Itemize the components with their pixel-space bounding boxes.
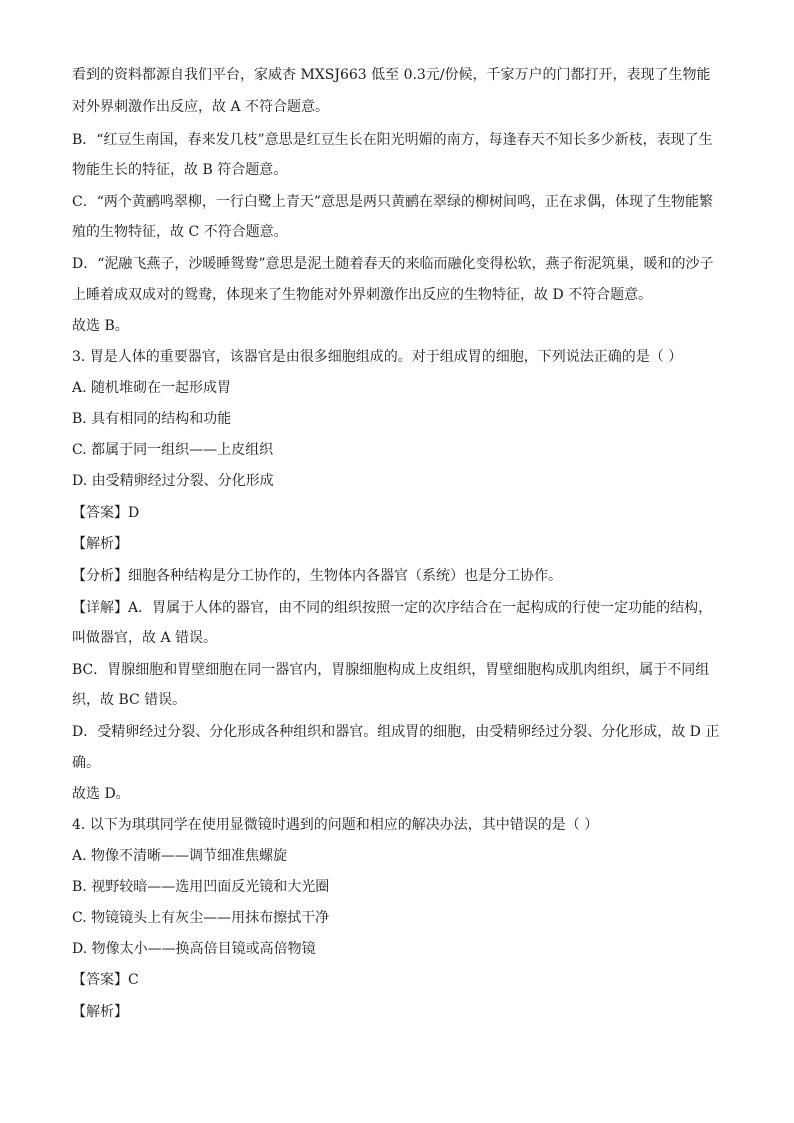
- answer-label: 【答案】C: [72, 972, 139, 988]
- text-line: B．“红豆生南国，春来发几枝”意思是红豆生长在阳光明媚的南方，每逢春天不知长多少新枝，表现了生: [72, 132, 713, 148]
- question-4-stem: 4. 以下为琪琪同学在使用显微镜时遇到的问题和相应的解决办法，其中错误的是（ ）: [72, 817, 599, 833]
- text-line: 【详解】A．胃属于人体的器官，由不同的组织按照一定的次序结合在一起构成的行使一定功能的结构，: [72, 600, 713, 616]
- option-d: D. 由受精卵经过分裂、分化形成: [72, 473, 274, 489]
- option-b: B. 视野较暗——选用凹面反光镜和大光圈: [72, 879, 330, 895]
- analysis-label: 【解析】: [72, 1004, 128, 1020]
- option-d: D. 物像太小——换高倍目镜或高倍物镜: [72, 941, 316, 957]
- text-line: 织，故 BC 错误。: [72, 692, 187, 708]
- option-b: B. 具有相同的结构和功能: [72, 411, 232, 427]
- option-c: C. 物镜镜头上有灰尘——用抹布擦拭干净: [72, 910, 330, 926]
- text-line: 殖的生物特征，故 C 不符合题意。: [72, 224, 288, 240]
- text-line: 故选 B。: [72, 318, 129, 334]
- text-line: C．“两个黄鹂鸣翠柳，一行白鹭上青天”意思是两只黄鹂在翠绿的柳树间鸣，正在求偶，体现了生物能繁: [72, 194, 714, 210]
- answer-label: 【答案】D: [72, 505, 140, 521]
- text-line: 物能生长的特征，故 B 符合题意。: [72, 162, 288, 178]
- text-line: D．“泥融飞燕子，沙暖睡鸳鸯”意思是泥土随着春天的来临而融化变得松软，燕子衔泥筑巢，暖和的沙子: [72, 256, 714, 272]
- text-line: 故选 D。: [72, 786, 130, 802]
- text-line: 叫做器官，故 A 错误。: [72, 630, 218, 646]
- text-line: BC．胃腺细胞和胃壁细胞在同一器官内，胃腺细胞构成上皮组织，胃壁细胞构成肌肉组织，属于不同组: [72, 662, 710, 678]
- analysis-label: 【解析】: [72, 536, 128, 552]
- question-3-stem: 3. 胃是人体的重要器官，该器官是由很多细胞组成的。对于组成胃的细胞，下列说法正确的是（ ）: [72, 349, 683, 365]
- option-a: A. 物像不清晰——调节细准焦螺旋: [72, 848, 288, 864]
- text-line: D．受精卵经过分裂、分化形成各种组织和器官。组成胃的细胞，由受精卵经过分裂、分化形成，故 D 正: [72, 724, 720, 740]
- text-line: 对外界刺激作出反应，故 A 不符合题意。: [72, 99, 330, 115]
- option-a: A. 随机堆砌在一起形成胃: [72, 380, 232, 396]
- text-line: 【分析】细胞各种结构是分工协作的，生物体内各器官（系统）也是分工协作。: [72, 568, 562, 584]
- text-line: 确。: [72, 755, 100, 771]
- text-line: 上睡着成双成对的鸳鸯，体现来了生物能对外界刺激作出反应的生物特征，故 D 不符合题意。: [72, 287, 653, 303]
- option-c: C. 都属于同一组织——上皮组织: [72, 442, 274, 458]
- text-line: 看到的资料都源自我们平台，家威杏 MXSJ663 低至 0.3元/份候，千家万户的门都打开，表现了生物能: [72, 67, 711, 83]
